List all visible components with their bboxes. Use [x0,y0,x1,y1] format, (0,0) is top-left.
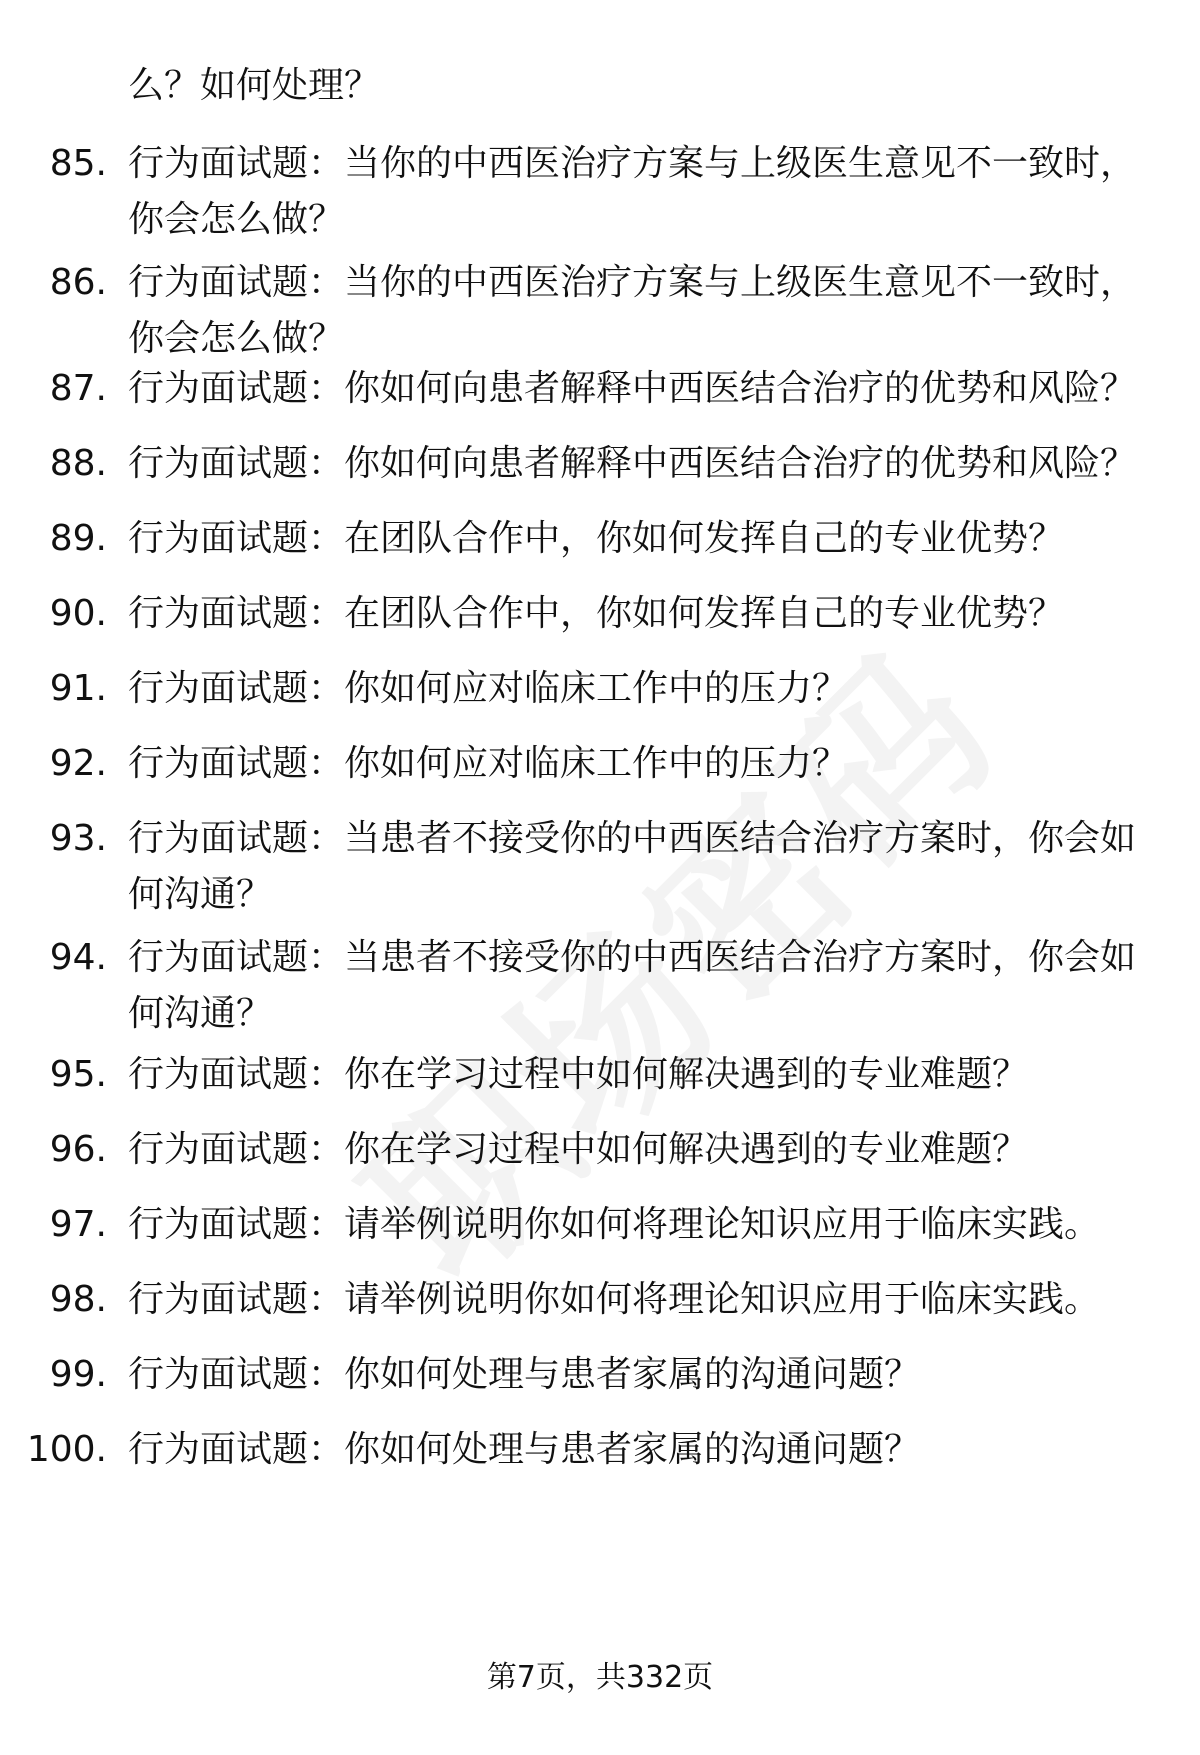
question-number: 98. [49,1279,107,1320]
question-number: 92. [49,743,107,784]
question-text: 行为面试题：请举例说明你如何将理论知识应用于临床实践。 [128,1279,1101,1320]
question-number: 97. [49,1204,107,1245]
question-number: 95. [49,1054,107,1095]
question-number: 93. [49,818,107,859]
question-number: 94. [49,937,107,978]
question-text: 行为面试题：你如何应对临床工作中的压力？ [128,668,849,709]
question-text: 行为面试题：你在学习过程中如何解决遇到的专业难题？ [128,1054,1029,1095]
question-number: 91. [49,668,107,709]
question-number: 88. [49,443,107,484]
question-text: 行为面试题：当患者不接受你的中西医结合治疗方案时，你会如 何沟通？ [128,818,1137,915]
question-text: 行为面试题：当你的中西医治疗方案与上级医生意见不一致时， 你会怎么做？ [128,143,1137,240]
question-text: 行为面试题：你如何处理与患者家属的沟通问题？ [128,1354,921,1395]
question-text: 行为面试题：你如何向患者解释中西医结合治疗的优势和风险？ [128,443,1137,484]
question-text: 行为面试题：你在学习过程中如何解决遇到的专业难题？ [128,1129,1029,1170]
question-number: 86. [49,262,107,303]
page-footer: 第7页，共332页 [486,1660,714,1695]
question-number: 96. [49,1129,107,1170]
question-text: 行为面试题：你如何应对临床工作中的压力？ [128,743,849,784]
question-text: 行为面试题：当你的中西医治疗方案与上级医生意见不一致时， 你会怎么做？ [128,262,1137,359]
question-text: 行为面试题：你如何向患者解释中西医结合治疗的优势和风险？ [128,368,1137,409]
question-text: 么？如何处理？ [128,65,381,106]
question-number: 99. [49,1354,107,1395]
question-number: 87. [49,368,107,409]
question-number: 90. [49,593,107,634]
question-text: 行为面试题：在团队合作中，你如何发挥自己的专业优势？ [128,593,1065,634]
question-text: 行为面试题：在团队合作中，你如何发挥自己的专业优势？ [128,518,1065,559]
question-number: 100. [26,1429,107,1470]
question-text: 行为面试题：当患者不接受你的中西医结合治疗方案时，你会如 何沟通？ [128,937,1137,1034]
question-text: 行为面试题：你如何处理与患者家属的沟通问题？ [128,1429,921,1470]
question-number: 89. [49,518,107,559]
question-text: 行为面试题：请举例说明你如何将理论知识应用于临床实践。 [128,1204,1101,1245]
question-number: 85. [49,143,107,184]
